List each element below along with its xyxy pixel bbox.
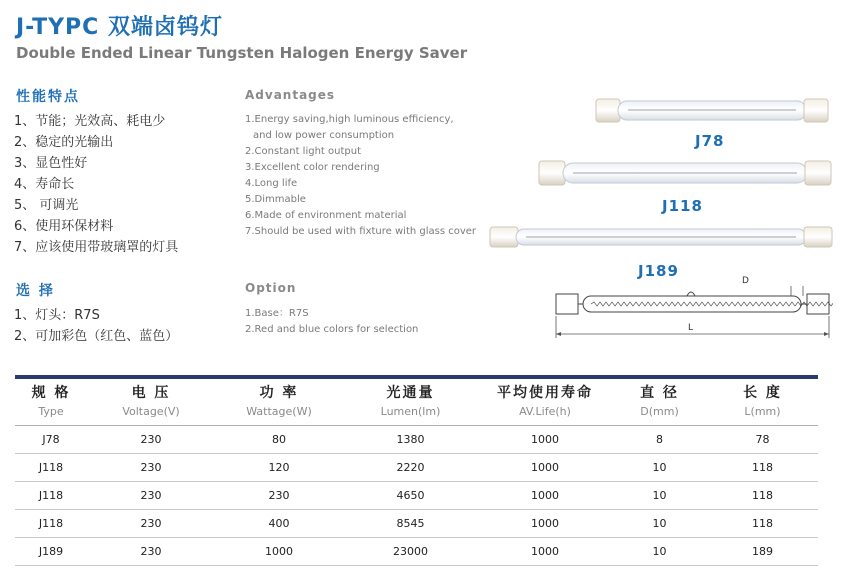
table-row bbox=[15, 454, 818, 482]
features-heading-cn: 性能特点 bbox=[16, 89, 80, 105]
diagram-label-d: D bbox=[742, 276, 749, 286]
lamp-label-j189: J189 bbox=[638, 262, 679, 280]
cell-diameter: 10 bbox=[612, 482, 707, 510]
feature-item-cn: 3、显色性好 bbox=[14, 156, 88, 171]
feature-item-en: 7.Should be used with fixture with glass cover bbox=[245, 226, 477, 237]
column-header-length: 长 度 L(mm) bbox=[743, 385, 782, 418]
features-list-cn bbox=[14, 111, 178, 258]
option-item-cn: 1、灯头：R7S bbox=[14, 308, 100, 323]
cell-voltage: 230 bbox=[87, 454, 215, 482]
option-item-cn: 2、可加彩色（红色、蓝色） bbox=[14, 329, 179, 344]
lamp-j189-image bbox=[488, 224, 834, 250]
cell-diameter: 8 bbox=[612, 426, 707, 454]
cell-lumen: 4650 bbox=[343, 482, 478, 510]
cell-lumen: 2220 bbox=[343, 454, 478, 482]
spec-table bbox=[15, 379, 818, 566]
page-title: J-TYPC 双端卤钨灯 bbox=[16, 15, 223, 40]
lamp-label-j118: J118 bbox=[662, 197, 703, 215]
option-item-en: 2.Red and blue colors for selection bbox=[245, 324, 419, 335]
feature-item-en: and low power consumption bbox=[253, 130, 395, 141]
cell-type: J189 bbox=[15, 538, 87, 566]
cell-life: 1000 bbox=[478, 538, 612, 566]
column-header-diameter: 直 径 D(mm) bbox=[640, 385, 679, 418]
lamp-j78-image bbox=[594, 96, 830, 126]
column-header-wattage: 功 率 Wattage(W) bbox=[246, 385, 312, 418]
lamp-label-j78: J78 bbox=[695, 132, 725, 150]
feature-item-cn: 4、寿命长 bbox=[14, 177, 75, 192]
feature-item-en: 6.Made of environment material bbox=[245, 210, 407, 221]
cell-type: J118 bbox=[15, 510, 87, 538]
table-row bbox=[15, 510, 818, 538]
cell-length: 118 bbox=[707, 510, 818, 538]
lamp-j118-image bbox=[537, 157, 833, 189]
feature-item-cn: 7、应该使用带玻璃罩的灯具 bbox=[14, 240, 179, 255]
options-heading-cn: 选 择 bbox=[16, 283, 55, 299]
feature-item-en: 3.Excellent color rendering bbox=[245, 162, 380, 173]
options-heading-en: Option bbox=[245, 281, 297, 295]
table-row bbox=[15, 482, 818, 510]
diagram-label-l: L bbox=[688, 323, 694, 333]
option-item-en: 1.Base：R7S bbox=[245, 308, 309, 319]
features-list-en bbox=[245, 112, 476, 240]
column-header-life: 平均使用寿命 AV.Life(h) bbox=[497, 385, 593, 418]
feature-item-en: 2.Constant light output bbox=[245, 146, 362, 157]
column-header-lumen: 光通量 Lumen(lm) bbox=[380, 385, 441, 418]
cell-voltage: 230 bbox=[87, 482, 215, 510]
cell-lumen: 8545 bbox=[343, 510, 478, 538]
cell-voltage: 230 bbox=[87, 510, 215, 538]
cell-lumen: 1380 bbox=[343, 426, 478, 454]
cell-length: 118 bbox=[707, 454, 818, 482]
cell-wattage: 230 bbox=[215, 482, 343, 510]
cell-life: 1000 bbox=[478, 510, 612, 538]
features-heading-en: Advantages bbox=[245, 88, 336, 102]
feature-item-en: 4.Long life bbox=[245, 178, 298, 189]
options-list-en bbox=[245, 306, 418, 338]
cell-life: 1000 bbox=[478, 482, 612, 510]
cell-type: J118 bbox=[15, 482, 87, 510]
feature-item-cn: 2、稳定的光输出 bbox=[14, 135, 114, 150]
table-header-row bbox=[15, 379, 818, 426]
cell-life: 1000 bbox=[478, 454, 612, 482]
column-header-voltage: 电 压 Voltage(V) bbox=[122, 385, 180, 418]
column-header-type: 规 格 Type bbox=[31, 385, 71, 418]
feature-item-cn: 5、 可调光 bbox=[14, 198, 79, 213]
cell-wattage: 80 bbox=[215, 426, 343, 454]
feature-item-cn: 1、节能；光效高、耗电少 bbox=[14, 114, 166, 129]
feature-item-en: 5.Dimmable bbox=[245, 194, 306, 205]
table-row bbox=[15, 426, 818, 454]
cell-voltage: 230 bbox=[87, 426, 215, 454]
cell-type: J78 bbox=[15, 426, 87, 454]
feature-item-en: 1.Energy saving,high luminous efficiency, bbox=[245, 114, 454, 125]
cell-wattage: 120 bbox=[215, 454, 343, 482]
cell-diameter: 10 bbox=[612, 538, 707, 566]
feature-item-cn: 6、使用环保材料 bbox=[14, 219, 114, 234]
options-list-cn bbox=[14, 305, 178, 347]
table-row bbox=[15, 538, 818, 566]
cell-life: 1000 bbox=[478, 426, 612, 454]
cell-length: 78 bbox=[707, 426, 818, 454]
cell-diameter: 10 bbox=[612, 454, 707, 482]
cell-length: 189 bbox=[707, 538, 818, 566]
cell-type: J118 bbox=[15, 454, 87, 482]
cell-diameter: 10 bbox=[612, 510, 707, 538]
cell-lumen: 23000 bbox=[343, 538, 478, 566]
cell-length: 118 bbox=[707, 482, 818, 510]
page-subtitle: Double Ended Linear Tungsten Halogen Energy Saver bbox=[16, 44, 468, 62]
cell-voltage: 230 bbox=[87, 538, 215, 566]
cell-wattage: 400 bbox=[215, 510, 343, 538]
cell-wattage: 1000 bbox=[215, 538, 343, 566]
